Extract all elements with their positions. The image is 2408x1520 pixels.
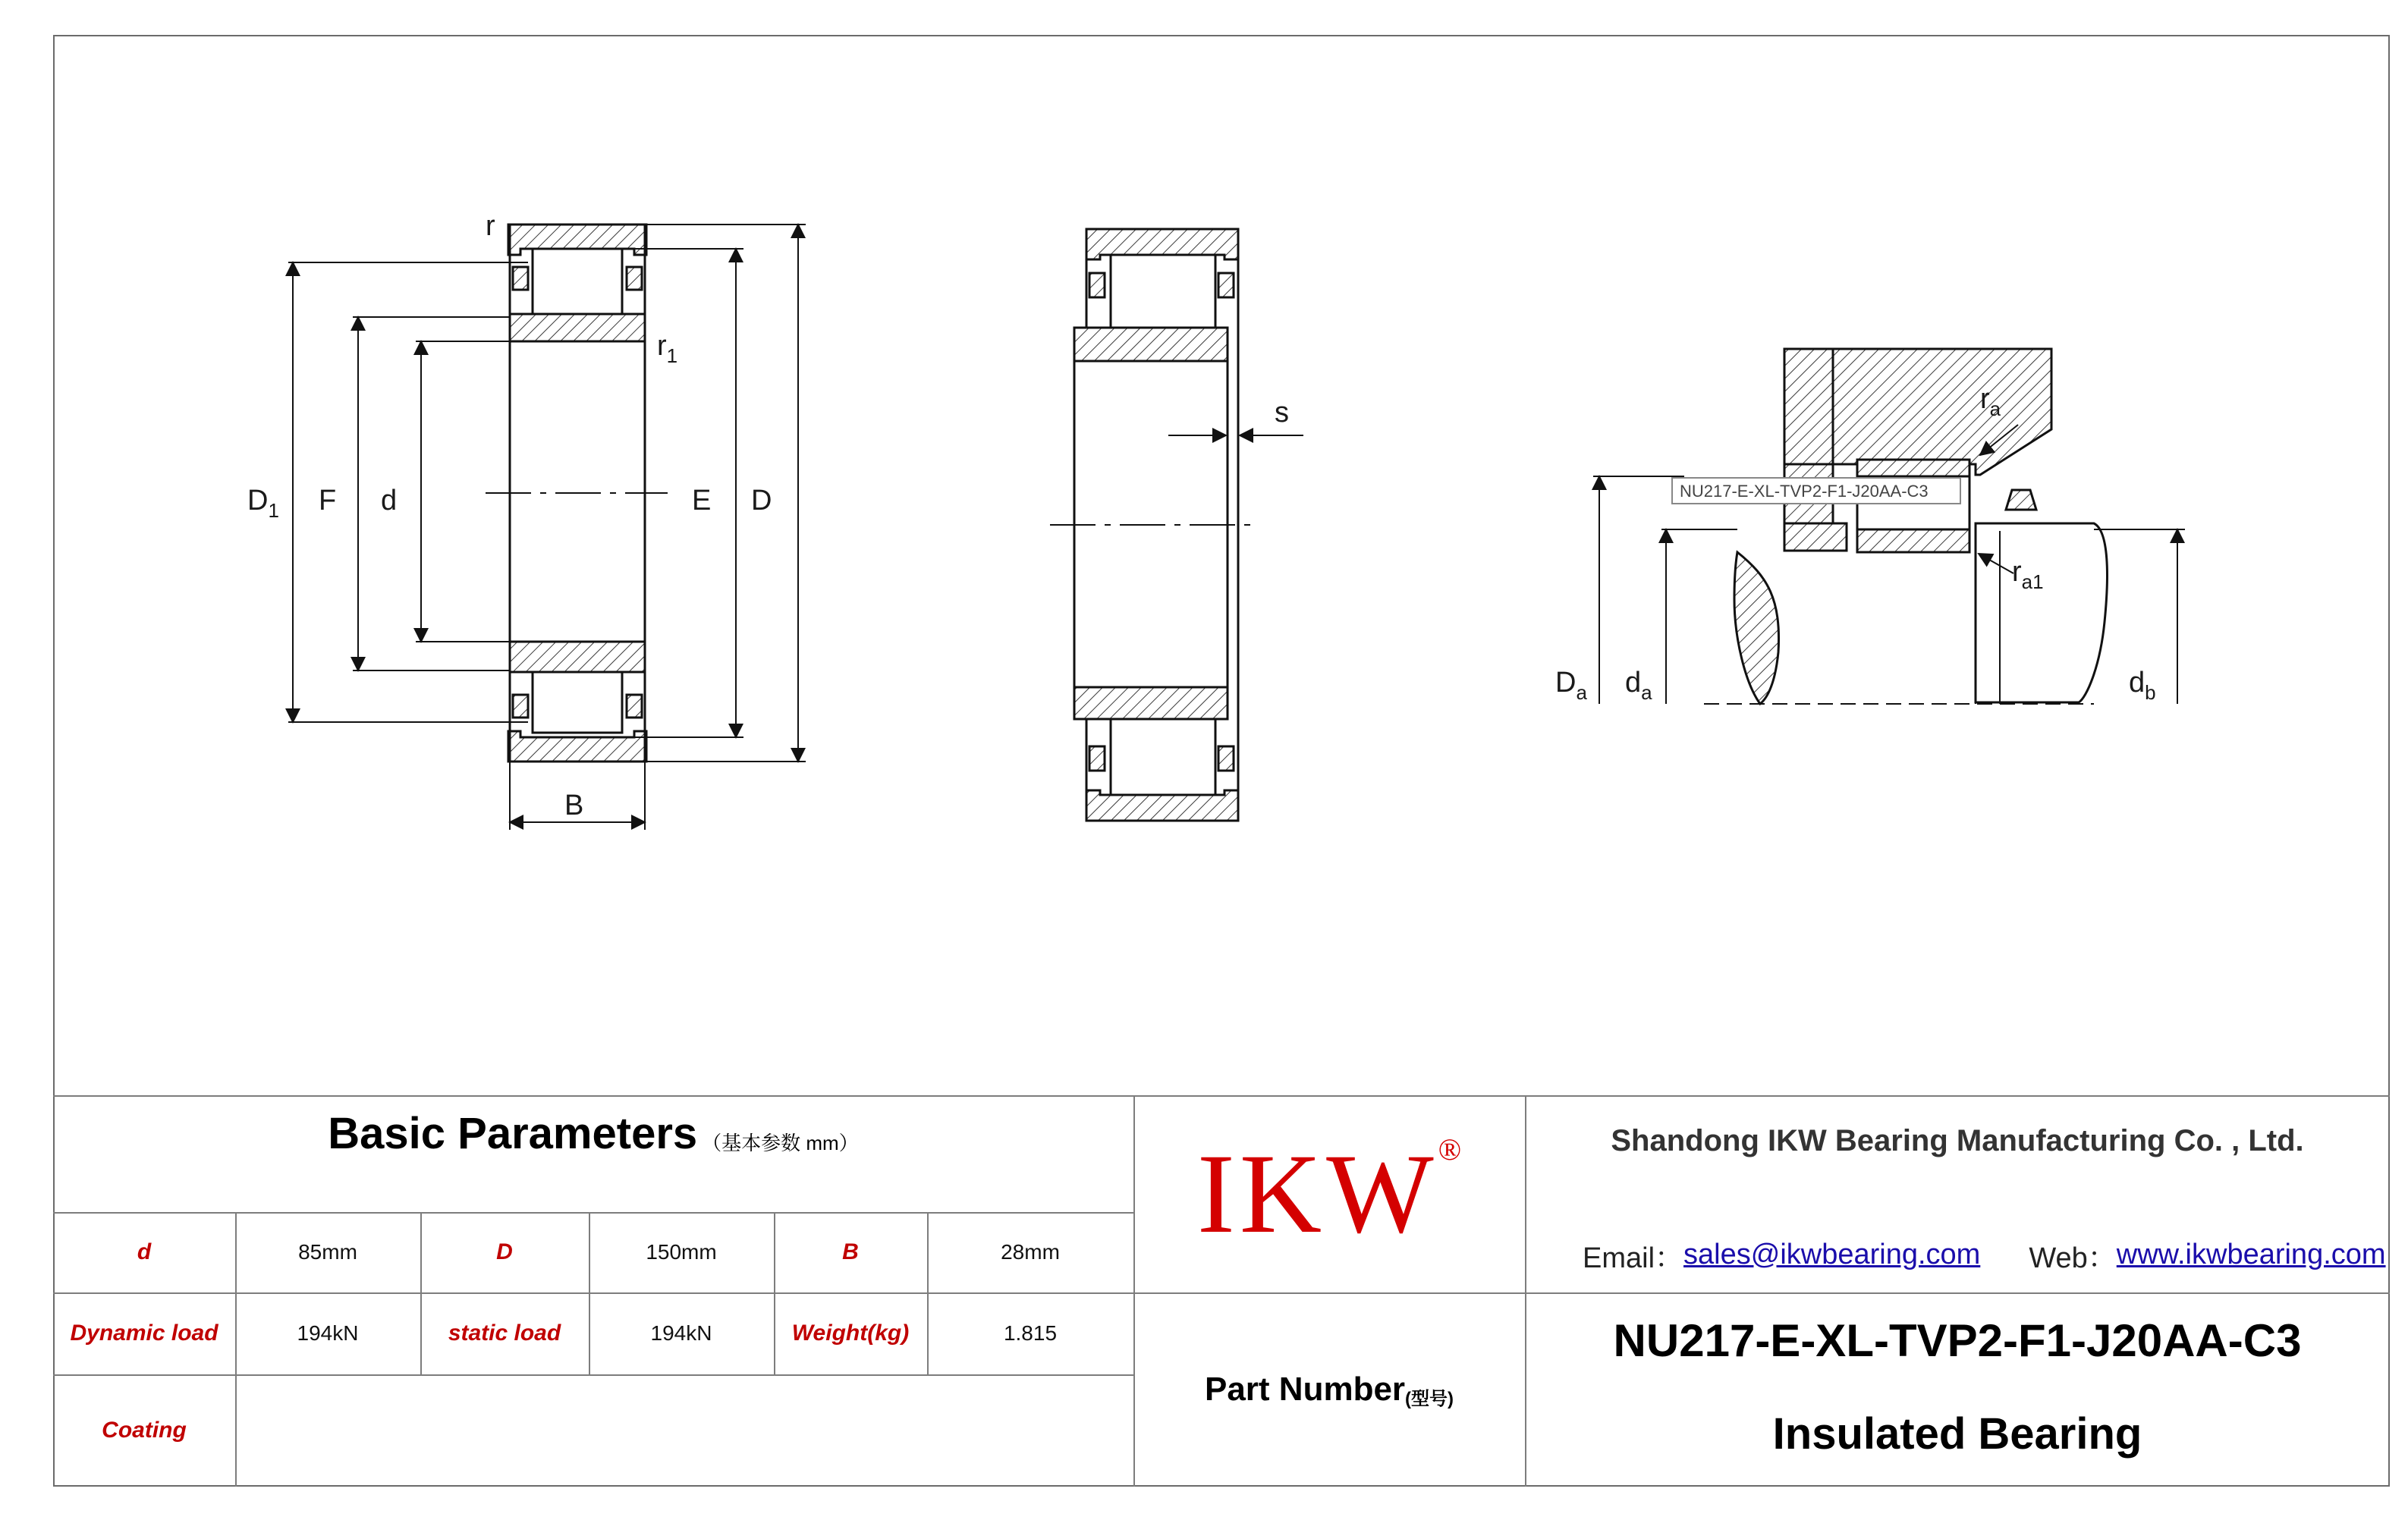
label-ra: $r_a$ (1980, 383, 2001, 420)
label-r1: $r_1$ (657, 330, 678, 367)
label-da: $d_a$ (1625, 667, 1652, 704)
label-D-cell: D (496, 1239, 513, 1264)
callout-part-number: NU217-E-XL-TVP2-F1-J20AA-C3 (1680, 482, 1929, 501)
params-title-note: （基本参数 mm） (702, 1131, 859, 1154)
right-housing (1734, 349, 2107, 704)
label-r: r (486, 210, 495, 242)
value-coating (235, 1374, 1133, 1487)
value-weight: 1.815 (1003, 1321, 1058, 1345)
label-D: D (751, 485, 772, 517)
label-d: d (381, 485, 398, 517)
contact-row (1525, 1186, 2390, 1292)
email-link[interactable]: sales@ikwbearing.com (1683, 1238, 1981, 1270)
label-s: s (1275, 397, 1289, 429)
value-B: 28mm (1001, 1240, 1060, 1264)
label-static-load: static load (448, 1321, 561, 1346)
label-F: F (319, 485, 337, 517)
params-title: Basic Parameters （基本参数 mm） (328, 1108, 859, 1158)
logo-text: IKW (1196, 1131, 1438, 1257)
part-number-label: Part Number (型号) (1204, 1371, 1454, 1409)
value-d: 85mm (298, 1240, 357, 1264)
label-Da: $D_a$ (1555, 667, 1587, 704)
label-db: $d_b$ (2129, 667, 2156, 704)
label-B-cell: B (842, 1239, 859, 1264)
part-label-note: (型号) (1405, 1388, 1454, 1409)
part-number: NU217-E-XL-TVP2-F1-J20AA-C3 (1613, 1314, 2302, 1366)
label-coating: Coating (102, 1418, 187, 1443)
value-static-load: 194kN (650, 1321, 712, 1345)
label-d-cell: d (137, 1239, 152, 1264)
company-name: Shandong IKW Bearing Manufacturing Co. , Ltd. (1611, 1123, 2304, 1157)
label-D1: $D_1$ (247, 485, 279, 522)
label-E: E (692, 485, 712, 517)
label-weight: Weight(kg) (791, 1321, 910, 1346)
value-dynamic-load: 194kN (297, 1321, 359, 1345)
registered-mark: ® (1438, 1132, 1462, 1167)
label-dynamic-load: Dynamic load (70, 1321, 218, 1346)
bearing-type: Insulated Bearing (1772, 1409, 2142, 1459)
email-label: Email： (1583, 1242, 1684, 1274)
label-ra1: $r_{a1}$ (2012, 556, 2044, 593)
web-link[interactable]: www.ikwbearing.com (2116, 1238, 2386, 1270)
title-block (53, 1095, 2390, 1487)
web-label: Web： (2029, 1242, 2117, 1274)
brand-logo (1133, 1095, 1525, 1292)
value-D: 150mm (646, 1240, 717, 1264)
callout-box (1672, 478, 1960, 504)
label-B: B (564, 790, 584, 821)
